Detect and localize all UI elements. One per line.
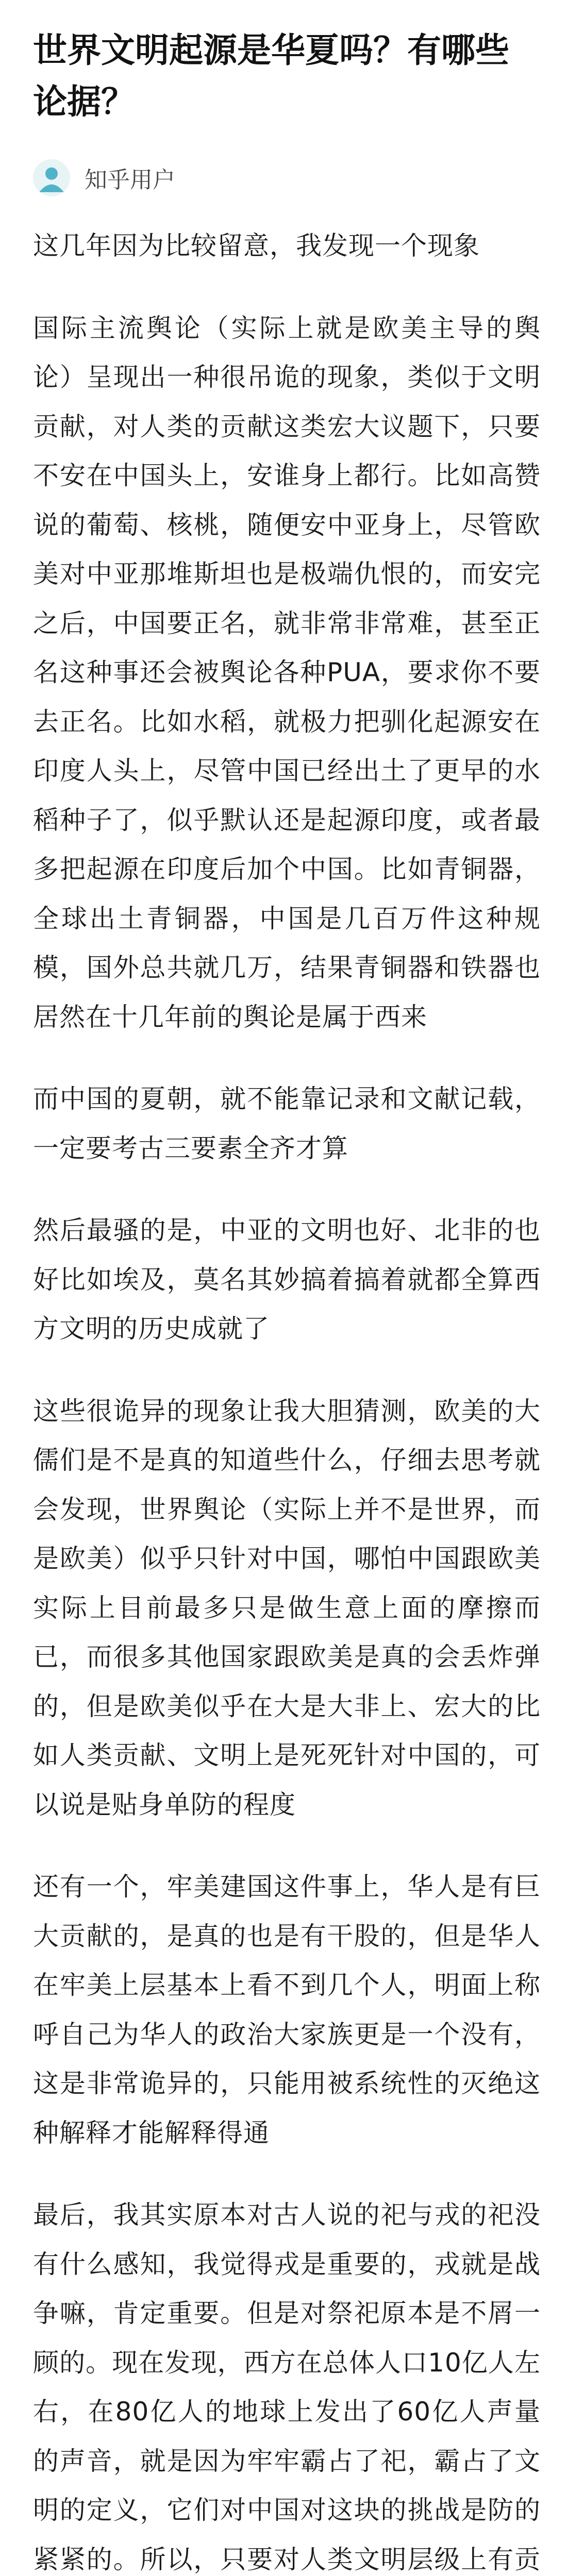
question-title[interactable]: 世界文明起源是华夏吗？有哪些论据？ (33, 30, 509, 122)
answer-body (33, 222, 541, 2576)
answer-paragraph: 然后最骚的是，中亚的文明也好、北非的也好比如埃及，莫名其妙搞着搞着就都全算西方文明的历史成就了 (33, 1215, 541, 1344)
author-name[interactable]: 知乎用户 (85, 167, 175, 193)
answer-paragraph: 这些很诡异的现象让我大胆猜测，欧美的大儒们是不是真的知道些什么，仔细去思考就会发现，世界舆论（实际上并不是世界，而是欧美）似乎只针对中国，哪怕中国跟欧美实际上目前最多只是做生意上面的摩擦而已，而很多其他国家跟欧美是真的会丢炸弹的，但是欧美似乎在大是大非上、宏大的比如人类贡献、文明上是死死针对中国的，可以说是贴身单防的程度 (33, 1396, 541, 1820)
author-row[interactable] (33, 155, 175, 201)
answer-paragraph: 还有一个，牢美建国这件事上，华人是有巨大贡献的，是真的也是有干股的，但是华人在牢美上层基本上看不到几个人，明面上称呼自己为华人的政治大家族更是一个没有，这是非常诡异的，只能用被系统性的灭绝这种解释才能解释得通 (33, 1872, 541, 2148)
user-avatar-icon[interactable] (33, 159, 70, 196)
answer-paragraph: 而中国的夏朝，就不能靠记录和文献记载，一定要考古三要素全齐才算 (33, 1084, 541, 1163)
answer-paragraph: 这几年因为比较留意，我发现一个现象 (33, 231, 480, 261)
answer-paragraph: 最后，我其实原本对古人说的祀与戎的祀没有什么感知，我觉得戎是重要的，戎就是战争嘛，肯定重要。但是对祭祀原本是不屑一顾的。现在发现，西方在总体人口10亿人左右，在80亿人的地球上发出了60亿人声量的声音，就是因为牢牢霸占了祀，霸占了文明的定义，它们对中国对这块的挑战是防的紧紧的。所以，只要对人类文明层级上有贡 (33, 2200, 541, 2574)
answer-paragraph: 国际主流舆论（实际上就是欧美主导的舆论）呈现出一种很吊诡的现象，类似于文明贡献，对人类的贡献这类宏大议题下，只要不安在中国头上，安谁身上都行。比如高赞说的葡萄、核桃，随便安中亚身上，尽管欧美对中亚那堆斯坦也是极端仇恨的，而安完之后，中国要正名，就非常非常难，甚至正名这种事还会被舆论各种PUA，要求你不要去正名。比如水稻，就极力把驯化起源安在印度人头上，尽管中国已经出土了更早的水稻种子了，似乎默认还是起源印度，或者最多把起源在印度后加个中国。比如青铜器，全球出土青铜器，中国是几百万件这种规模，国外总共就几万，结果青铜器和铁器也居然在十几年前的舆论是属于西来 (33, 313, 541, 1032)
